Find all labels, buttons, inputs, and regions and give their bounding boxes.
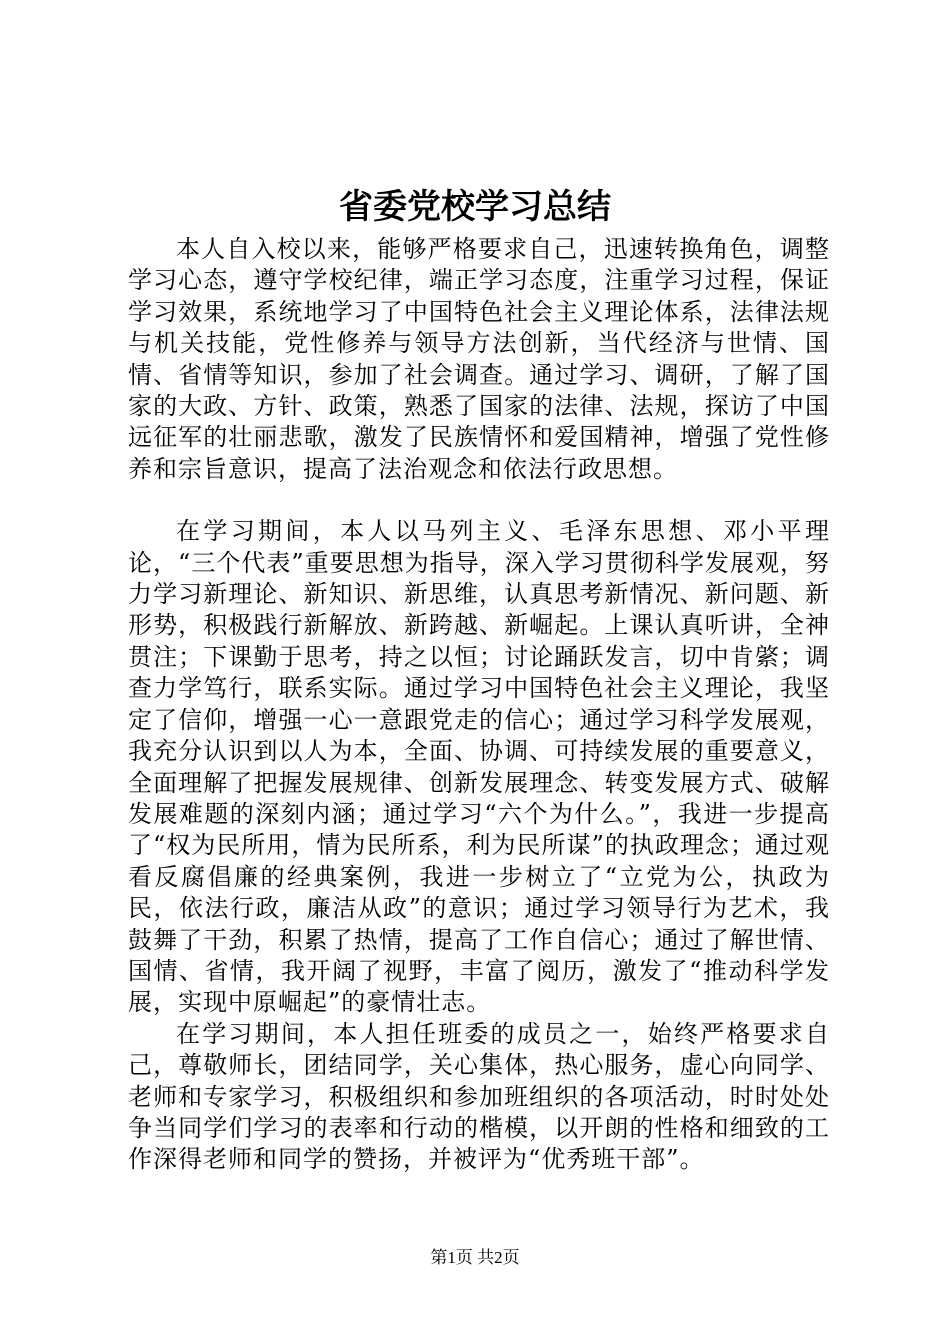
paragraph-3: 在学习期间，本人担任班委的成员之一，始终严格要求自己，尊敬师长，团结同学，关心集体，热心服务，虚心向同学、老师和专家学习，积极组织和参加班组织的各项活动，时时处处争当同学们学习的表率和行动的楷模，以开朗的性格和细致的工作深得老师和同学的赞扬，并被评为“优秀班干部”。 [128, 1019, 830, 1174]
paragraph-2: 在学习期间，本人以马列主义、毛泽东思想、邓小平理论，“三个代表”重要思想为指导，深入学习贯彻科学发展观，努力学习新理论、新知识、新思维，认真思考新情况、新问题、新形势，积极践行新解放、新跨越、新崛起。上课认真听讲，全神贯注；下课勤于思考，持之以恒；讨论踊跃发言，切中肯綮；调查力学笃行，联系实际。通过学习中国特色社会主义理论，我坚定了信仰，增强一心一意跟党走的信心；通过学习科学发展观，我充分认识到以人为本，全面、协调、可持续发展的重要意义，全面理解了把握发展规律、创新发展理念、转变发展方式、破解发展难题的深刻内涵；通过学习“六个为什么。”，我进一步提高了“权为民所用，情为民所系，利为民所谋”的执政理念；通过观看反腐倡廉的经典案例，我进一步树立了“立党为公，执政为民，依法行政，廉洁从政”的意识；通过学习领导行为艺术，我鼓舞了干劲，积累了热情，提高了工作自信心；通过了解世情、国情、省情，我开阔了视野，丰富了阅历，激发了“推动科学发展，实现中原崛起”的豪情壮志。 [128, 517, 830, 1017]
paragraph-1: 本人自入校以来，能够严格要求自己，迅速转换角色，调整学习心态，遵守学校纪律，端正学习态度，注重学习过程，保证学习效果，系统地学习了中国特色社会主义理论体系，法律法规与机关技能，党性修养与领导方法创新，当代经济与世情、国情、省情等知识，参加了社会调查。通过学习、调研，了解了国家的大政、方针、政策，熟悉了国家的法律、法规，探访了中国远征军的壮丽悲歌，激发了民族情怀和爱国精神，增强了党性修养和宗旨意识，提高了法治观念和依法行政思想。 [128, 235, 830, 483]
document-title: 省委党校学习总结 [339, 187, 611, 227]
document-body [128, 234, 830, 1176]
page-footer: 第1页 共2页 [430, 1248, 520, 1267]
paragraph-spacer [128, 485, 830, 516]
